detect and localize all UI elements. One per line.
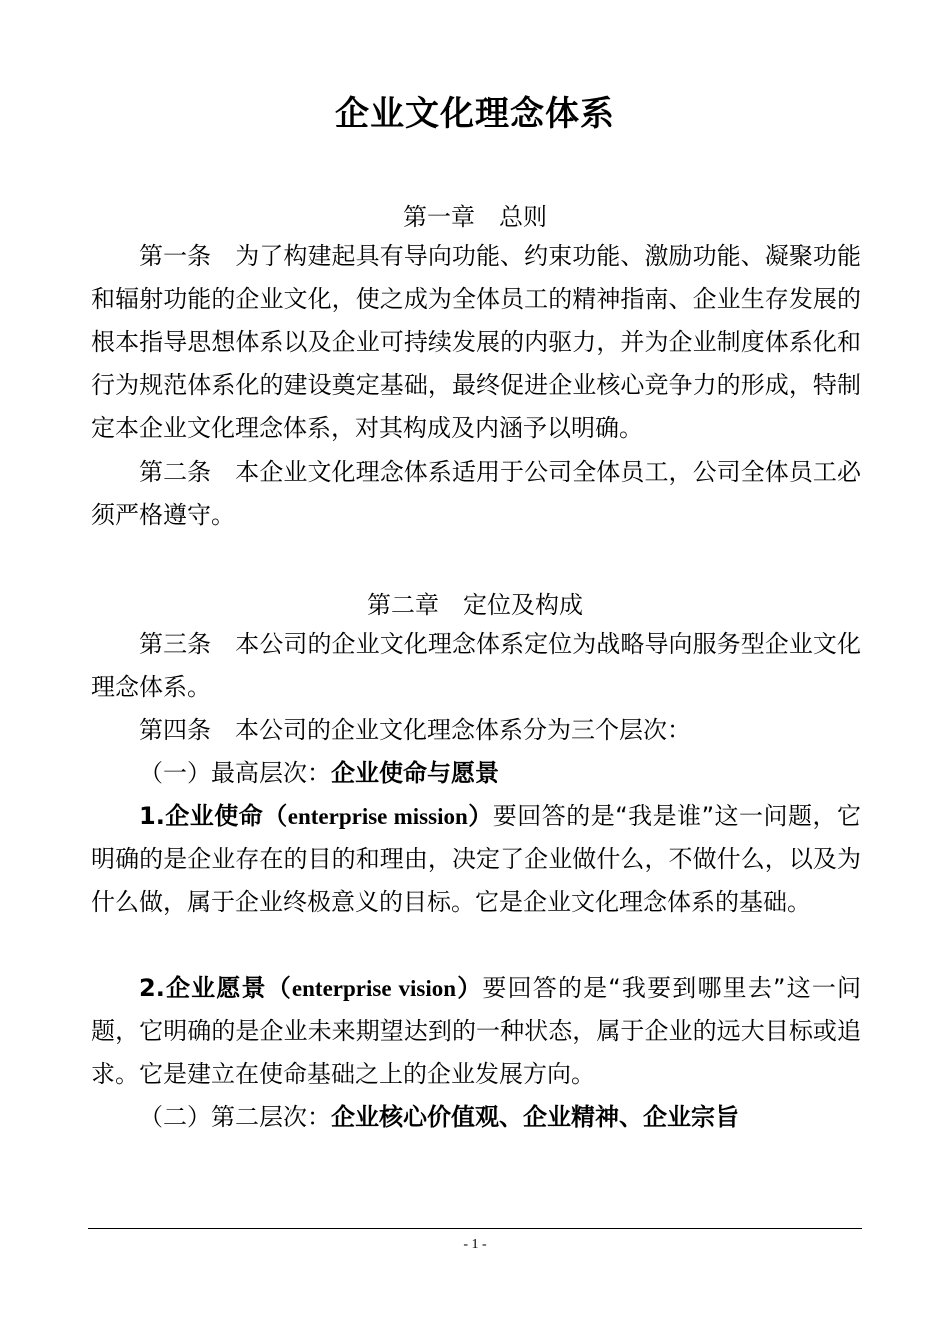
article-4: 第四条 本公司的企业文化理念体系分为三个层次： [139, 716, 691, 744]
mission-close-paren: ） [467, 802, 493, 830]
page-number: - 1 - [463, 1237, 487, 1252]
chapter-heading-1: 第一章 总则 [403, 203, 547, 231]
article-2: 第二条 本企业文化理念体系适用于公司全体员工，公司全体员工必须严格遵守。 [91, 458, 861, 529]
chapter-heading-2: 第二章 定位及构成 [367, 591, 583, 619]
level-2-title: 企业核心价值观、企业精神、企业宗旨 [331, 1103, 739, 1131]
vision-text: 要回答的是“我要到哪里去”这一问题，它明确的是企业未来期望达到的一种状态，属于企业的远大目标或追求。它是建立在使命基础之上的企业发展方向。 [91, 974, 862, 1088]
level-1-title: 企业使命与愿景 [331, 759, 499, 787]
vision-label: 2.企业愿景（ [139, 974, 292, 1002]
mission-english: enterprise mission [287, 804, 468, 829]
vision-english: enterprise vision [291, 976, 457, 1001]
level-1-prefix: （一）最高层次： [139, 759, 331, 787]
footer-divider [88, 1228, 862, 1229]
level-2-heading [91, 1096, 861, 1139]
item-enterprise-mission [91, 795, 861, 924]
mission-label: 1.企业使命（ [139, 802, 288, 830]
item-enterprise-vision [91, 967, 861, 1096]
article-1: 第一条 为了构建起具有导向功能、约束功能、激励功能、凝聚功能和辐射功能的企业文化，使之成为全体员工的精神指南、企业生存发展的根本指导思想体系以及企业可持续发展的内驱力，并为企业制度体系化和行为规范体系化的建设奠定基础，最终促进企业核心竞争力的形成，特制定本企业文化理念体系，对其构成及内涵予以明确。 [91, 242, 861, 442]
level-1-heading [91, 752, 861, 795]
mission-text: 要回答的是“我是谁”这一问题，它明确的是企业存在的目的和理由，决定了企业做什么，不做什么，以及为什么做，属于企业终极意义的目标。它是企业文化理念体系的基础。 [91, 802, 861, 916]
level-2-prefix: （二）第二层次： [139, 1103, 331, 1131]
vision-close-paren: ） [456, 974, 483, 1002]
article-3: 第三条 本公司的企业文化理念体系定位为战略导向服务型企业文化理念体系。 [91, 630, 861, 701]
page-title: 企业文化理念体系 [335, 94, 615, 134]
